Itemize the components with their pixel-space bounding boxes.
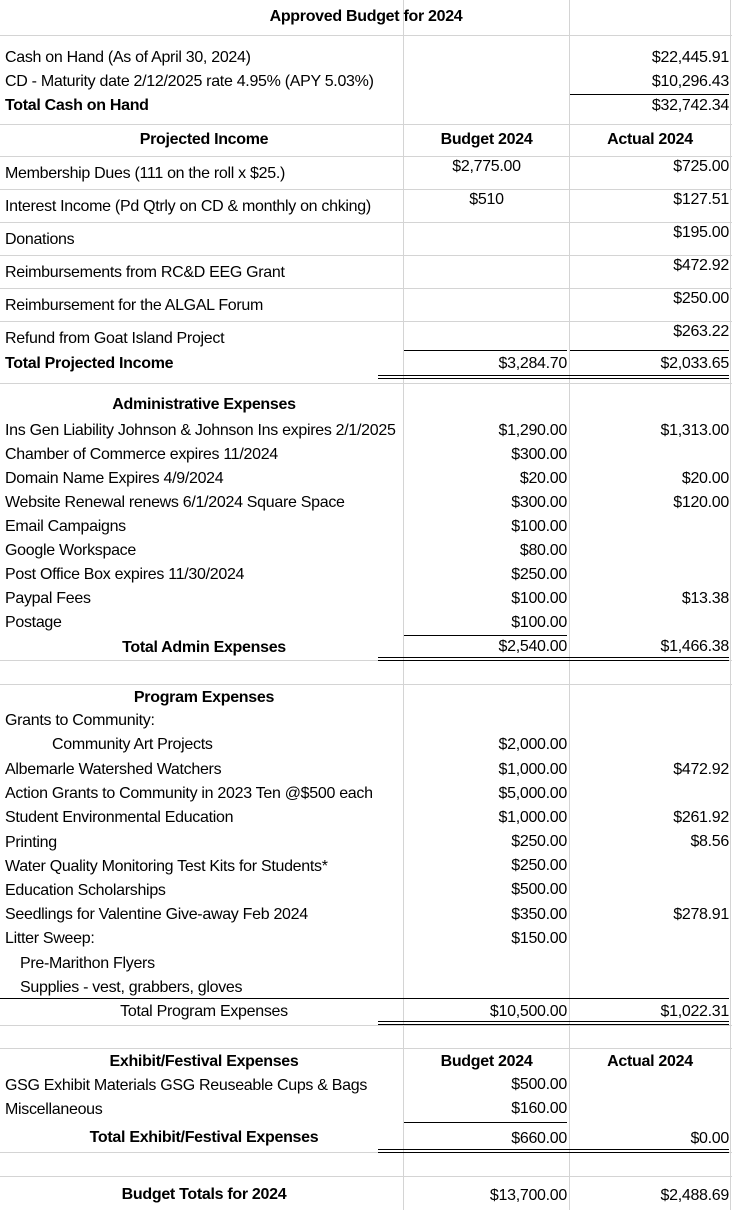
admin-row-budget: $20.00 (519, 470, 567, 487)
grid-line (0, 684, 732, 685)
page-title: Approved Budget for 2024 (269, 8, 463, 25)
income-header: Projected Income (139, 131, 269, 148)
budget-totals-actual: $2,488.69 (660, 1187, 729, 1204)
cash-row-amount: $10,296.43 (651, 73, 729, 90)
admin-row-actual: $13.38 (681, 590, 729, 607)
income-row-actual: $250.00 (673, 290, 729, 307)
admin-row-label: Post Office Box expires 11/30/2024 (5, 566, 245, 583)
total-income-label: Total Projected Income (5, 355, 174, 372)
program-row-budget: $2,000.00 (498, 736, 567, 753)
admin-row-label: Website Renewal renews 6/1/2024 Square Space (5, 494, 345, 511)
income-row-label: Membership Dues (111 on the roll x $25.) (5, 165, 285, 182)
total-exhibit-label: Total Exhibit/Festival Expenses (89, 1129, 319, 1146)
exhibit-row-label: GSG Exhibit Materials GSG Reuseable Cups & Bags (5, 1077, 368, 1094)
program-row-budget: $350.00 (511, 906, 567, 923)
grid-line (0, 35, 732, 36)
admin-row-actual: $1,313.00 (660, 422, 729, 439)
grid-line (0, 222, 732, 223)
program-row-budget: $1,000.00 (498, 809, 567, 826)
admin-row-budget: $100.00 (511, 614, 567, 631)
income-row-actual: $195.00 (673, 224, 729, 241)
budget-totals-budget: $13,700.00 (489, 1187, 567, 1204)
income-row-actual: $472.92 (673, 257, 729, 274)
admin-row-budget: $300.00 (511, 446, 567, 463)
income-row-label: Reimbursement for the ALGAL Forum (5, 297, 264, 314)
income-row-actual: $127.51 (673, 191, 729, 208)
total-admin-actual: $1,466.38 (660, 638, 729, 655)
total-program-label: Total Program Expenses (120, 1003, 288, 1020)
total-income-budget: $3,284.70 (498, 355, 567, 372)
exhibit-row-budget: $500.00 (511, 1076, 567, 1093)
admin-row-label: Email Campaigns (5, 518, 126, 535)
admin-row-label: Paypal Fees (5, 590, 91, 607)
exhibit-row-label: Miscellaneous (5, 1101, 103, 1118)
subtotal-underline (404, 635, 567, 636)
program-row-budget: $150.00 (511, 930, 567, 947)
admin-header: Administrative Expenses (112, 396, 296, 413)
income-row-actual: $725.00 (673, 158, 729, 175)
total-income-actual: $2,033.65 (660, 355, 729, 372)
exhibit-header: Exhibit/Festival Expenses (109, 1053, 299, 1070)
exhibit-row-budget: $160.00 (511, 1100, 567, 1117)
total-admin-label: Total Admin Expenses (122, 639, 286, 656)
income-row-label: Reimbursements from RC&D EEG Grant (5, 264, 285, 281)
program-row-budget: $5,000.00 (498, 785, 567, 802)
admin-row-budget: $250.00 (511, 566, 567, 583)
double-underline (378, 1024, 729, 1025)
admin-row-actual: $20.00 (681, 470, 729, 487)
program-row-label: Action Grants to Community in 2023 Ten @$500 each (5, 785, 373, 802)
budget-column-header: Budget 2024 (440, 1053, 533, 1070)
subtotal-underline (0, 998, 729, 999)
admin-row-label: Chamber of Commerce expires 11/2024 (5, 446, 278, 463)
program-row-label: Education Scholarships (5, 882, 166, 899)
program-row-budget: $500.00 (511, 881, 567, 898)
income-row-budget: $2,775.00 (452, 158, 521, 175)
total-cash-label: Total Cash on Hand (5, 97, 149, 114)
grid-line (0, 189, 732, 190)
budget-column-header: Budget 2024 (440, 131, 533, 148)
income-row-label: Interest Income (Pd Qtrly on CD & monthly on chking) (5, 198, 371, 215)
program-row-label: Student Environmental Education (5, 809, 234, 826)
program-row-label: Seedlings for Valentine Give-away Feb 2024 (5, 906, 308, 923)
budget-totals-label: Budget Totals for 2024 (121, 1186, 287, 1203)
grid-line (0, 321, 732, 322)
program-row-actual: $261.92 (673, 809, 729, 826)
double-underline (378, 1152, 729, 1153)
total-program-budget: $10,500.00 (489, 1003, 567, 1020)
actual-column-header: Actual 2024 (607, 1053, 693, 1070)
admin-row-label: Postage (5, 614, 62, 631)
total-exhibit-budget: $660.00 (511, 1130, 567, 1147)
program-row-budget: $250.00 (511, 857, 567, 874)
double-underline (378, 1021, 729, 1022)
cash-row-label: Cash on Hand (As of April 30, 2024) (5, 49, 251, 66)
grid-line (0, 383, 732, 384)
grid-line (0, 156, 732, 157)
admin-row-budget: $80.00 (519, 542, 567, 559)
subtotal-underline (570, 94, 729, 95)
admin-row-actual: $120.00 (673, 494, 729, 511)
grid-line (0, 1048, 732, 1049)
program-row-label: Printing (5, 834, 57, 851)
admin-row-budget: $100.00 (511, 590, 567, 607)
total-cash-amount: $32,742.34 (651, 97, 729, 114)
program-row-label: Water Quality Monitoring Test Kits for Students* (5, 858, 328, 875)
admin-row-label: Domain Name Expires 4/9/2024 (5, 470, 224, 487)
admin-row-label: Google Workspace (5, 542, 136, 559)
actual-column-header: Actual 2024 (607, 131, 693, 148)
income-row-actual: $263.22 (673, 323, 729, 340)
double-underline (378, 660, 729, 661)
program-row-label: Community Art Projects (52, 736, 213, 753)
program-row-actual: $278.91 (673, 906, 729, 923)
cash-row-label: CD - Maturity date 2/12/2025 rate 4.95% (APY 5.03%) (5, 73, 374, 90)
income-row-label: Donations (5, 231, 75, 248)
program-row-actual: $472.92 (673, 761, 729, 778)
grid-line (0, 1025, 732, 1026)
admin-row-label: Ins Gen Liability Johnson & Johnson Ins expires 2/1/2025 (5, 422, 396, 439)
subtotal-underline (570, 350, 729, 351)
double-underline (378, 375, 729, 376)
program-row-label: Grants to Community: (5, 712, 155, 729)
double-underline (378, 1149, 729, 1150)
grid-line (730, 0, 731, 1210)
admin-row-budget: $300.00 (511, 494, 567, 511)
total-exhibit-actual: $0.00 (690, 1130, 729, 1147)
program-row-label: Albemarle Watershed Watchers (5, 761, 222, 778)
admin-row-budget: $100.00 (511, 518, 567, 535)
program-row-budget: $1,000.00 (498, 761, 567, 778)
income-row-label: Refund from Goat Island Project (5, 330, 225, 347)
program-row-label: Litter Sweep: (5, 930, 95, 947)
program-header: Program Expenses (133, 689, 275, 706)
admin-row-budget: $1,290.00 (498, 422, 567, 439)
grid-line (0, 288, 732, 289)
program-row-label: Supplies - vest, grabbers, gloves (20, 979, 243, 996)
grid-line (0, 124, 732, 125)
cash-row-amount: $22,445.91 (651, 49, 729, 66)
total-admin-budget: $2,540.00 (498, 638, 567, 655)
program-row-actual: $8.56 (690, 833, 729, 850)
program-row-budget: $250.00 (511, 833, 567, 850)
program-row-label: Pre-Marithon Flyers (20, 955, 155, 972)
total-program-actual: $1,022.31 (660, 1003, 729, 1020)
grid-line (0, 255, 732, 256)
income-row-budget: $510 (469, 191, 504, 208)
grid-line (0, 1176, 732, 1177)
double-underline (378, 378, 729, 379)
subtotal-underline (404, 1122, 567, 1123)
double-underline (378, 657, 729, 658)
subtotal-underline (404, 350, 567, 351)
